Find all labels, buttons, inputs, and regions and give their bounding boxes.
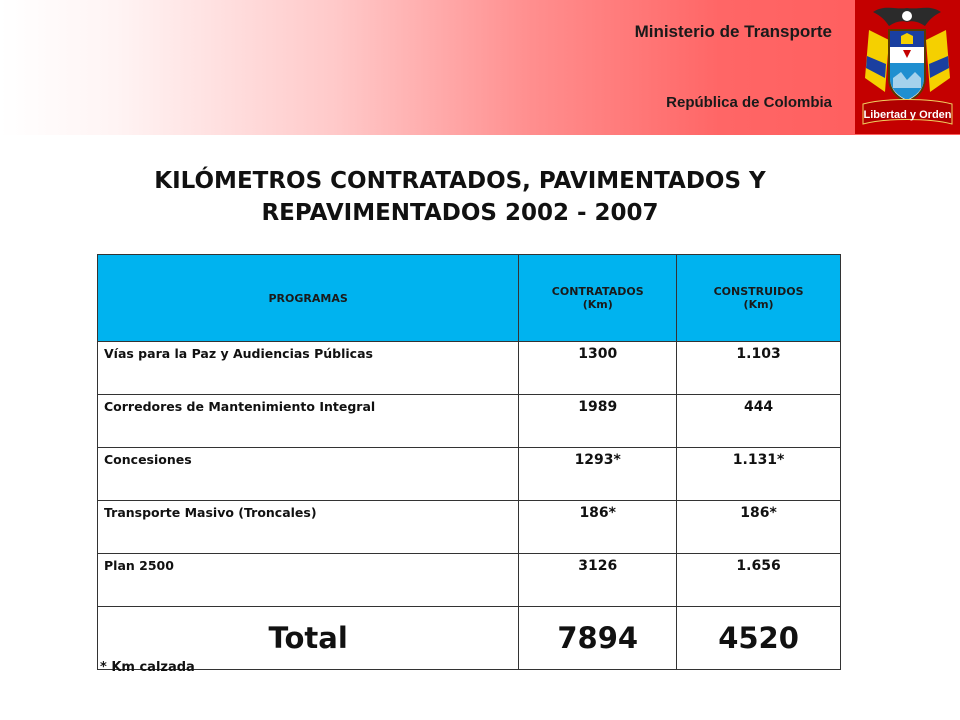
row-programa: Concesiones bbox=[98, 448, 519, 501]
total-row bbox=[98, 607, 841, 670]
row-construidos: 1.103 bbox=[677, 342, 841, 395]
header-programas-label: PROGRAMAS bbox=[268, 291, 348, 305]
header-contratados-label: CONTRATADOS bbox=[551, 285, 644, 298]
title-line-2: REPAVIMENTADOS 2002 - 2007 bbox=[261, 200, 659, 226]
header-construidos-label: CONSTRUIDOS bbox=[713, 285, 804, 298]
header-construidos bbox=[677, 255, 841, 342]
table-row bbox=[98, 395, 841, 448]
header-programas bbox=[98, 255, 519, 342]
row-programa: Plan 2500 bbox=[98, 554, 519, 607]
republic-name: República de Colombia bbox=[666, 94, 832, 111]
page-title bbox=[100, 165, 820, 229]
table-row bbox=[98, 501, 841, 554]
row-construidos: 186* bbox=[677, 501, 841, 554]
row-construidos: 1.131* bbox=[677, 448, 841, 501]
table-row bbox=[98, 554, 841, 607]
table-header-row bbox=[98, 255, 841, 342]
row-contratados: 3126 bbox=[519, 554, 677, 607]
svg-text:Libertad y Orden: Libertad y Orden bbox=[863, 109, 952, 121]
total-contratados: 7894 bbox=[519, 607, 677, 670]
footnote: * Km calzada bbox=[100, 660, 195, 675]
row-programa: Corredores de Mantenimiento Integral bbox=[98, 395, 519, 448]
row-contratados: 1293* bbox=[519, 448, 677, 501]
header-contratados-unit: (Km) bbox=[582, 298, 613, 311]
data-table bbox=[97, 254, 841, 670]
row-construidos: 444 bbox=[677, 395, 841, 448]
total-construidos: 4520 bbox=[677, 607, 841, 670]
coat-of-arms-logo bbox=[855, 0, 960, 134]
total-label: Total bbox=[98, 607, 519, 670]
title-line-1: KILÓMETROS CONTRATADOS, PAVIMENTADOS Y bbox=[154, 168, 766, 194]
row-contratados: 1989 bbox=[519, 395, 677, 448]
row-contratados: 1300 bbox=[519, 342, 677, 395]
row-contratados: 186* bbox=[519, 501, 677, 554]
header-contratados bbox=[519, 255, 677, 342]
table-row bbox=[98, 448, 841, 501]
header-banner bbox=[0, 0, 960, 135]
table-row bbox=[98, 342, 841, 395]
row-programa: Transporte Masivo (Troncales) bbox=[98, 501, 519, 554]
ministry-name: Ministerio de Transporte bbox=[634, 22, 832, 41]
row-programa: Vías para la Paz y Audiencias Públicas bbox=[98, 342, 519, 395]
header-construidos-unit: (Km) bbox=[743, 298, 774, 311]
row-construidos: 1.656 bbox=[677, 554, 841, 607]
